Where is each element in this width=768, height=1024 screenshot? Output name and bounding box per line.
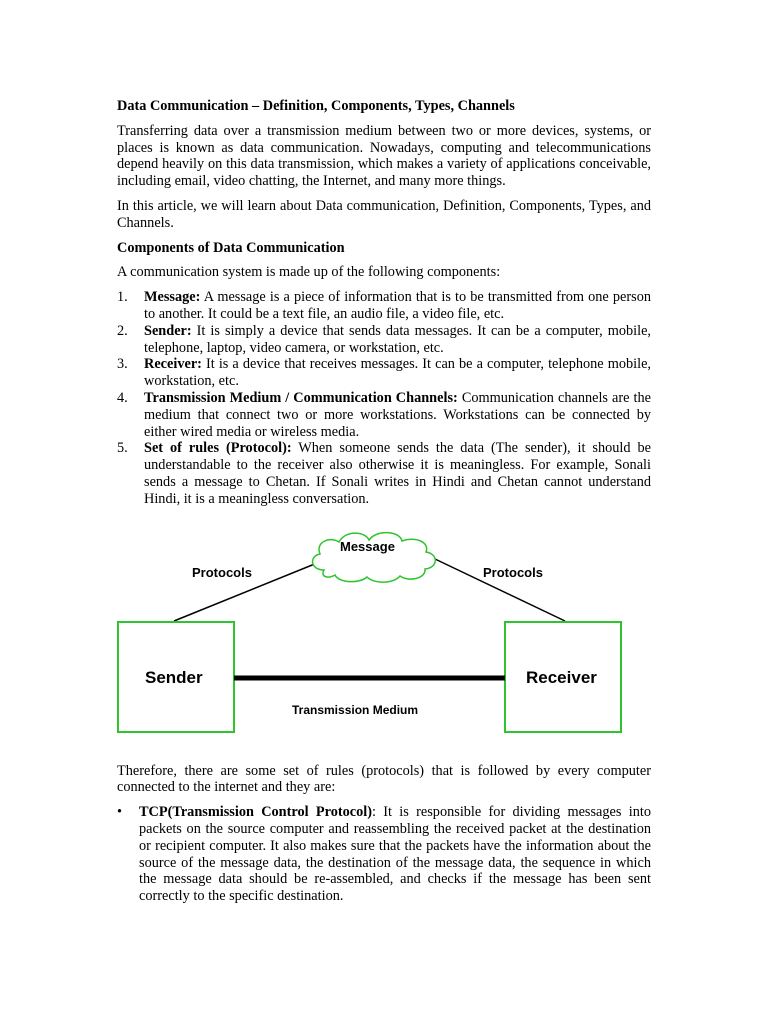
components-heading: Components of Data Communication (117, 239, 345, 256)
list-item (117, 323, 651, 357)
list-number: 3. (117, 356, 128, 373)
message-label: Message (340, 538, 395, 554)
list-text: A message is a piece of information that is to be transmitted from one person to another. It could be a text file, an audio file, a video file, etc. (144, 289, 651, 322)
protocols-label-right: Protocols (483, 564, 543, 580)
transmission-medium-label: Transmission Medium (292, 702, 419, 717)
list-term: TCP(Transmission Control Protocol) (139, 804, 373, 821)
sender-label: Sender (145, 667, 203, 687)
list-item (117, 289, 651, 323)
list-number: 4. (117, 389, 128, 406)
list-text: When someone sends the data (The sender), it should be understandable to the receiver also otherwise it is meaningless. For example, Sonali sends a message to Chetan. If Sonali writes in Hindi and Chetan cannot understand Hindi, it is a meaningless conversation. (144, 440, 651, 507)
protocols-label-left: Protocols (192, 564, 252, 580)
list-text: Communication channels are the medium that connect two or more workstations. Workstations can be connected by either wired media or wireless media. (144, 389, 651, 440)
list-term: Message: (144, 289, 201, 306)
list-term: Transmission Medium / Communication Channels: (144, 389, 458, 406)
list-number: 1. (117, 289, 128, 306)
list-number: 5. (117, 440, 128, 457)
list-item (117, 390, 651, 440)
list-text: : It is responsible for dividing messages into packets on the source computer and reassembling the received packet at the destination or recipient computer. It also makes sure that the packets have the information about the source of the message data, the destination of the message data, the sequence in which the message data should be re-assembled, and checks if the message has been sent correctly to the specific destination. (139, 804, 651, 905)
protocols-intro: Therefore, there are some set of rules (protocols) that is followed by every computer connected to the internet and they are: (117, 762, 651, 796)
list-number: 2. (117, 322, 128, 339)
bullet-icon: • (117, 804, 123, 821)
document-body (117, 98, 651, 905)
intro-paragraph: Transferring data over a transmission medium between two or more devices, systems, or places is known as data communication. Nowadays, computing and telecommunications depend heavily on this data transmission, which makes a variety of applications conceivable, including email, video chatting, the Internet, and many more things. (117, 122, 651, 190)
components-intro: A communication system is made up of the following components: (117, 264, 501, 281)
receiver-label: Receiver (526, 667, 597, 687)
list-term: Set of rules (Protocol): (144, 440, 292, 457)
page-title: Data Communication – Definition, Components, Types, Channels (117, 98, 515, 114)
list-item (117, 356, 651, 390)
list-term: Receiver: (144, 356, 202, 373)
list-text: It is simply a device that sends data messages. It can be a computer, mobile, telephone, laptop, video camera, or workstation, etc. (144, 322, 651, 356)
intro-paragraph-2: In this article, we will learn about Data communication, Definition, Components, Types, and Channels. (117, 197, 651, 231)
communication-diagram (117, 528, 651, 758)
diagram-graphic (117, 528, 651, 758)
protocols-list (117, 804, 651, 905)
components-list (117, 289, 651, 507)
list-item (117, 804, 651, 905)
list-term: Sender: (144, 322, 192, 339)
list-item (117, 440, 651, 507)
list-text: It is a device that receives messages. It can be a computer, telephone mobile, workstation, etc. (144, 356, 651, 390)
